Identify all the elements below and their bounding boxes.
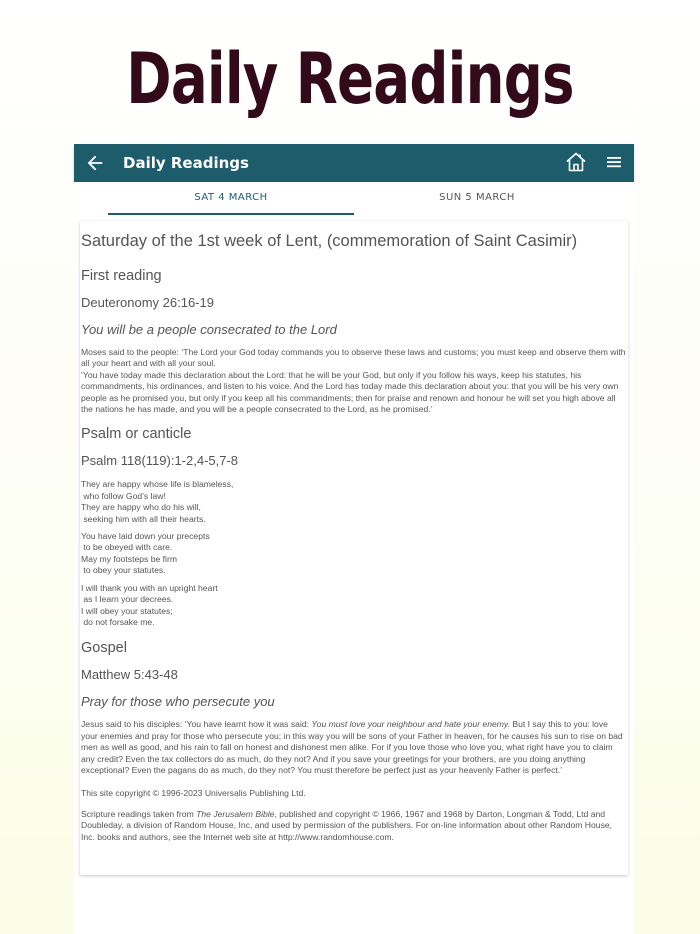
readings-content bbox=[81, 230, 626, 850]
gospel-text: Jesus said to his disciples: ‘You have learnt how it was said: bbox=[81, 719, 312, 730]
site-copyright: This site copyright © 1996-2023 Universalis Publishing Ltd. bbox=[81, 788, 306, 799]
app-screen bbox=[74, 144, 634, 934]
scripture-notice-text: Scripture readings taken from bbox=[81, 808, 197, 819]
day-title: Saturday of the 1st week of Lent, (commemoration of Saint Casimir) bbox=[81, 232, 578, 250]
psalm-stanza: You have laid down your precepts to be obeyed with care. May my footsteps be firm to obey your statutes. bbox=[81, 531, 210, 576]
app-bar bbox=[74, 144, 634, 182]
psalm-stanza: They are happy whose life is blameless, who follow God’s law! They are happy who do his will, seeking him with all their hearts. bbox=[81, 479, 234, 524]
gospel-section-title: Gospel bbox=[81, 640, 127, 657]
app-bar-title: Daily Readings bbox=[123, 154, 249, 172]
gospel-reference: Matthew 5:43-48 bbox=[81, 667, 178, 683]
readings-card bbox=[80, 221, 628, 875]
first-reading-heading: You will be a people consecrated to the Lord bbox=[81, 322, 337, 337]
scripture-notice bbox=[81, 809, 626, 843]
gospel-paragraph bbox=[81, 719, 626, 776]
first-reading-section-title: First reading bbox=[81, 268, 162, 284]
home-icon[interactable] bbox=[564, 150, 588, 174]
psalm-stanza: I will thank you with an upright heart as I learn your decrees. I will obey your statutes; do not forsake me. bbox=[81, 582, 218, 627]
tab-sat-4-march[interactable]: SAT 4 MARCH bbox=[194, 192, 268, 203]
active-tab-indicator bbox=[108, 213, 354, 215]
scripture-source-title: The Jerusalem Bible bbox=[196, 808, 275, 819]
promo-title: Daily Readings bbox=[126, 38, 574, 120]
date-tabs bbox=[74, 182, 634, 218]
gospel-heading: Pray for those who persecute you bbox=[81, 694, 275, 710]
first-reading-paragraph: ‘You have today made this declaration about the Lord: that he will be your God, but only if you follow his ways, keep his statutes, his commandments, his ordinances, and listen to his voice. And the Lord has today made this declaration about you: that you will be his very own people as he promised you, but only if you keep all his commandments; then for praise and renown and honour he will set you high above all the nations he has made, and you will be a people consecrated to the Lord, as he promised.’ bbox=[81, 369, 619, 415]
gospel-quote: You must love your neighbour and hate your enemy. bbox=[311, 719, 510, 730]
first-reading-paragraph: Moses said to the people: ‘The Lord your God today commands you to observe these laws and customs; you must keep and observe them with all your heart and with all your soul. bbox=[81, 347, 626, 369]
first-reading-reference: Deuteronomy 26:16-19 bbox=[81, 295, 214, 310]
tab-sun-5-march[interactable]: SUN 5 MARCH bbox=[439, 192, 515, 203]
arrow-left-icon[interactable] bbox=[84, 152, 106, 174]
psalm-reference: Psalm 118(119):1-2,4-5,7-8 bbox=[81, 453, 239, 469]
scripture-notice-text: , published and copyright © 1966, 1967 and 1968 by Darton, Longman & Todd, Ltd and Doubleday, a division of Random House, Inc, and used by permission of the publishers. For on-line information about other Random House, Inc. books and authors, see the Internet web site at http://www.randomhouse.com. bbox=[81, 808, 613, 842]
gospel-text: But I say this to you: love your enemies and pray for those who persecute you; in this way you will be sons of your Father in heaven, for he causes his sun to rise on bad men as well as good, and his rain to fall on honest and dishonest men alike. For if you love those who love you, what right have you to claim any credit? Even the tax collectors do as much, do they not? And if you save your greetings for your brothers, are you doing anything exceptional? Even the pagans do as much, do they not? You must therefore be perfect just as your heavenly Father is perfect.’ bbox=[81, 719, 623, 775]
hamburger-menu-icon[interactable] bbox=[606, 154, 622, 170]
psalm-section-title: Psalm or canticle bbox=[81, 426, 192, 443]
